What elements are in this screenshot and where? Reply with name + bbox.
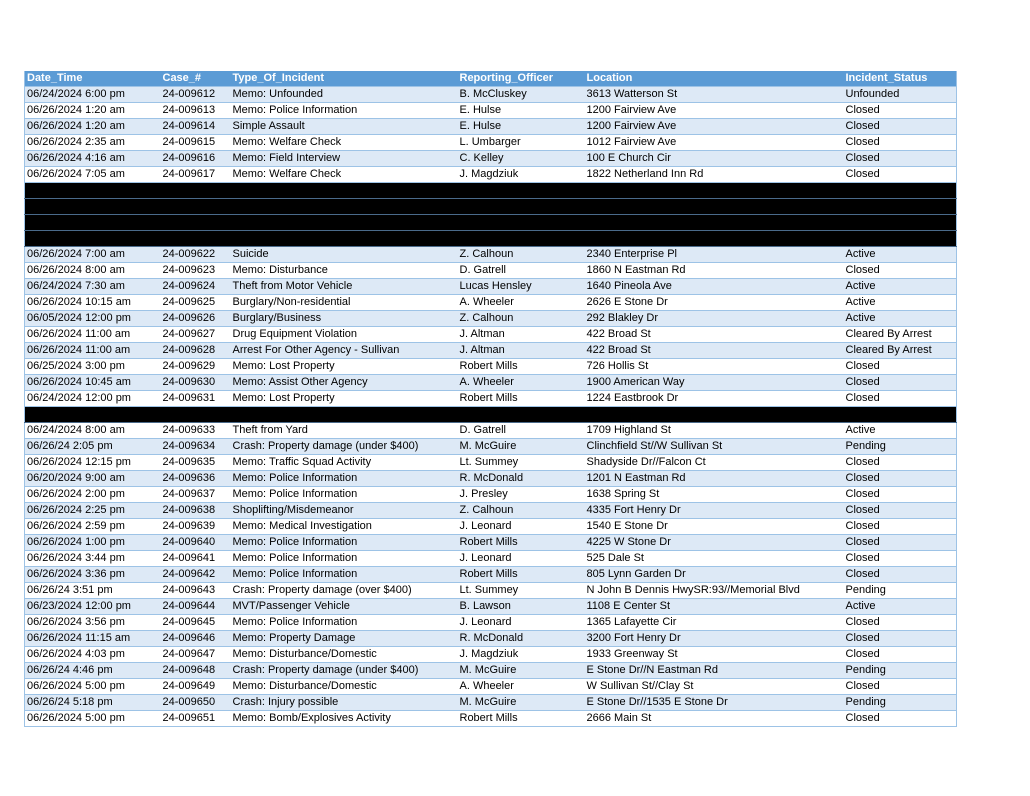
- cell-date-time: 06/26/24 5:18 pm: [25, 695, 161, 711]
- cell-type-of-incident: Crash: Property damage (over $400): [231, 583, 458, 599]
- cell-type-of-incident: Memo: Police Information: [231, 471, 458, 487]
- cell-reporting-officer: Robert Mills: [458, 711, 585, 727]
- table-header: [25, 71, 957, 87]
- cell-location: 805 Lynn Garden Dr: [585, 567, 844, 583]
- cell-date-time: 06/26/2024 10:45 am: [25, 375, 161, 391]
- cell-location: 2340 Enterprise Pl: [585, 247, 844, 263]
- cell-location: 3200 Fort Henry Dr: [585, 631, 844, 647]
- cell-incident-status: Closed: [844, 535, 957, 551]
- cell-reporting-officer: Robert Mills: [458, 359, 585, 375]
- cell-type-of-incident: Memo: Disturbance: [231, 263, 458, 279]
- cell-reporting-officer: Z. Calhoun: [458, 503, 585, 519]
- cell-location: 1108 E Center St: [585, 599, 844, 615]
- cell-type-of-incident: Drug Equipment Violation: [231, 327, 458, 343]
- cell-date-time: 06/26/2024 3:36 pm: [25, 567, 161, 583]
- cell-reporting-officer: D. Gatrell: [458, 263, 585, 279]
- cell-location: 100 E Church Cir: [585, 151, 844, 167]
- cell-reporting-officer: Lt. Summey: [458, 583, 585, 599]
- cell-case-number: 24-009629: [161, 359, 231, 375]
- cell-type-of-incident: Memo: Police Information: [231, 551, 458, 567]
- cell-location: 1638 Spring St: [585, 487, 844, 503]
- table-row: [25, 247, 957, 263]
- cell-type-of-incident: Memo: Disturbance/Domestic: [231, 647, 458, 663]
- cell-incident-status: Active: [844, 279, 957, 295]
- cell-reporting-officer: J. Leonard: [458, 551, 585, 567]
- cell-type-of-incident: MVT/Passenger Vehicle: [231, 599, 458, 615]
- cell-incident-status: Closed: [844, 647, 957, 663]
- cell-case-number: 24-009614: [161, 119, 231, 135]
- table-row: [25, 279, 957, 295]
- cell-location: 1201 N Eastman Rd: [585, 471, 844, 487]
- table-row: [25, 455, 957, 471]
- cell-reporting-officer: J. Magdziuk: [458, 647, 585, 663]
- cell-reporting-officer: E. Hulse: [458, 103, 585, 119]
- table-row: [25, 103, 957, 119]
- redacted-row: [25, 407, 957, 423]
- redacted-row: [25, 231, 957, 247]
- cell-incident-status: Pending: [844, 695, 957, 711]
- table-row: [25, 359, 957, 375]
- cell-date-time: 06/26/2024 12:15 pm: [25, 455, 161, 471]
- cell-case-number: 24-009650: [161, 695, 231, 711]
- cell-case-number: 24-009615: [161, 135, 231, 151]
- cell-location: Shadyside Dr//Falcon Ct: [585, 455, 844, 471]
- cell-case-number: 24-009622: [161, 247, 231, 263]
- cell-type-of-incident: Memo: Disturbance/Domestic: [231, 679, 458, 695]
- cell-case-number: 24-009638: [161, 503, 231, 519]
- cell-location: 1900 American Way: [585, 375, 844, 391]
- cell-type-of-incident: Memo: Police Information: [231, 103, 458, 119]
- table-row: [25, 423, 957, 439]
- cell-incident-status: Closed: [844, 519, 957, 535]
- cell-reporting-officer: Robert Mills: [458, 535, 585, 551]
- cell-incident-status: Closed: [844, 711, 957, 727]
- cell-date-time: 06/26/2024 4:16 am: [25, 151, 161, 167]
- cell-reporting-officer: A. Wheeler: [458, 679, 585, 695]
- cell-incident-status: Pending: [844, 583, 957, 599]
- cell-reporting-officer: M. McGuire: [458, 439, 585, 455]
- cell-type-of-incident: Burglary/Business: [231, 311, 458, 327]
- cell-date-time: 06/26/24 2:05 pm: [25, 439, 161, 455]
- cell-type-of-incident: Theft from Motor Vehicle: [231, 279, 458, 295]
- cell-case-number: 24-009635: [161, 455, 231, 471]
- cell-reporting-officer: M. McGuire: [458, 695, 585, 711]
- cell-type-of-incident: Suicide: [231, 247, 458, 263]
- header-location: Location: [585, 71, 844, 87]
- cell-reporting-officer: D. Gatrell: [458, 423, 585, 439]
- redaction-bar: [25, 231, 957, 247]
- cell-reporting-officer: M. McGuire: [458, 663, 585, 679]
- redaction-bar: [25, 183, 957, 199]
- table-row: [25, 343, 957, 359]
- cell-date-time: 06/26/2024 8:00 am: [25, 263, 161, 279]
- table-row: [25, 615, 957, 631]
- table-row: [25, 327, 957, 343]
- table-row: [25, 567, 957, 583]
- cell-incident-status: Closed: [844, 103, 957, 119]
- cell-type-of-incident: Arrest For Other Agency - Sullivan: [231, 343, 458, 359]
- redacted-row: [25, 215, 957, 231]
- cell-location: 4335 Fort Henry Dr: [585, 503, 844, 519]
- cell-case-number: 24-009626: [161, 311, 231, 327]
- cell-type-of-incident: Theft from Yard: [231, 423, 458, 439]
- cell-date-time: 06/26/24 4:46 pm: [25, 663, 161, 679]
- cell-date-time: 06/26/2024 1:20 am: [25, 103, 161, 119]
- cell-reporting-officer: R. McDonald: [458, 631, 585, 647]
- cell-location: E Stone Dr//1535 E Stone Dr: [585, 695, 844, 711]
- cell-date-time: 06/05/2024 12:00 pm: [25, 311, 161, 327]
- cell-case-number: 24-009644: [161, 599, 231, 615]
- table-row: [25, 311, 957, 327]
- cell-incident-status: Closed: [844, 679, 957, 695]
- table-row: [25, 679, 957, 695]
- cell-location: 1709 Highland St: [585, 423, 844, 439]
- cell-incident-status: Closed: [844, 375, 957, 391]
- table-row: [25, 135, 957, 151]
- cell-incident-status: Closed: [844, 487, 957, 503]
- cell-type-of-incident: Crash: Property damage (under $400): [231, 439, 458, 455]
- cell-incident-status: Closed: [844, 471, 957, 487]
- cell-reporting-officer: E. Hulse: [458, 119, 585, 135]
- cell-reporting-officer: Lucas Hensley: [458, 279, 585, 295]
- table-row: [25, 711, 957, 727]
- cell-location: 1200 Fairview Ave: [585, 103, 844, 119]
- cell-location: 1822 Netherland Inn Rd: [585, 167, 844, 183]
- cell-reporting-officer: R. McDonald: [458, 471, 585, 487]
- cell-location: 1933 Greenway St: [585, 647, 844, 663]
- cell-reporting-officer: B. Lawson: [458, 599, 585, 615]
- cell-date-time: 06/26/2024 10:15 am: [25, 295, 161, 311]
- cell-case-number: 24-009623: [161, 263, 231, 279]
- cell-date-time: 06/26/2024 7:00 am: [25, 247, 161, 263]
- cell-date-time: 06/26/2024 2:35 am: [25, 135, 161, 151]
- cell-case-number: 24-009613: [161, 103, 231, 119]
- redaction-bar: [25, 199, 957, 215]
- cell-incident-status: Closed: [844, 615, 957, 631]
- cell-case-number: 24-009643: [161, 583, 231, 599]
- cell-case-number: 24-009630: [161, 375, 231, 391]
- cell-type-of-incident: Crash: Injury possible: [231, 695, 458, 711]
- cell-type-of-incident: Memo: Traffic Squad Activity: [231, 455, 458, 471]
- table-row: [25, 295, 957, 311]
- cell-date-time: 06/26/2024 11:00 am: [25, 327, 161, 343]
- table-body: [25, 87, 957, 727]
- cell-case-number: 24-009617: [161, 167, 231, 183]
- table-row: [25, 487, 957, 503]
- redacted-row: [25, 199, 957, 215]
- cell-type-of-incident: Memo: Police Information: [231, 487, 458, 503]
- cell-case-number: 24-009642: [161, 567, 231, 583]
- redaction-bar: [25, 407, 957, 423]
- cell-location: 1200 Fairview Ave: [585, 119, 844, 135]
- table-row: [25, 167, 957, 183]
- cell-incident-status: Cleared By Arrest: [844, 327, 957, 343]
- cell-reporting-officer: A. Wheeler: [458, 295, 585, 311]
- cell-type-of-incident: Memo: Police Information: [231, 535, 458, 551]
- cell-reporting-officer: J. Presley: [458, 487, 585, 503]
- table-row: [25, 519, 957, 535]
- table-row: [25, 631, 957, 647]
- cell-case-number: 24-009624: [161, 279, 231, 295]
- cell-date-time: 06/24/2024 6:00 pm: [25, 87, 161, 103]
- cell-location: N John B Dennis HwySR:93//Memorial Blvd: [585, 583, 844, 599]
- cell-incident-status: Unfounded: [844, 87, 957, 103]
- cell-incident-status: Active: [844, 295, 957, 311]
- cell-case-number: 24-009646: [161, 631, 231, 647]
- cell-date-time: 06/26/2024 11:15 am: [25, 631, 161, 647]
- cell-date-time: 06/23/2024 12:00 pm: [25, 599, 161, 615]
- cell-type-of-incident: Memo: Welfare Check: [231, 135, 458, 151]
- cell-type-of-incident: Memo: Police Information: [231, 615, 458, 631]
- table-row: [25, 503, 957, 519]
- cell-case-number: 24-009651: [161, 711, 231, 727]
- redacted-row: [25, 183, 957, 199]
- redaction-bar: [25, 215, 957, 231]
- header-row: [25, 71, 957, 87]
- cell-type-of-incident: Memo: Assist Other Agency: [231, 375, 458, 391]
- cell-case-number: 24-009627: [161, 327, 231, 343]
- cell-date-time: 06/26/2024 2:25 pm: [25, 503, 161, 519]
- table-row: [25, 151, 957, 167]
- cell-type-of-incident: Shoplifting/Misdemeanor: [231, 503, 458, 519]
- cell-date-time: 06/26/2024 1:00 pm: [25, 535, 161, 551]
- cell-type-of-incident: Memo: Police Information: [231, 567, 458, 583]
- incident-log-table: [24, 71, 957, 727]
- cell-case-number: 24-009625: [161, 295, 231, 311]
- cell-location: 2626 E Stone Dr: [585, 295, 844, 311]
- cell-reporting-officer: J. Altman: [458, 343, 585, 359]
- cell-date-time: 06/26/2024 11:00 am: [25, 343, 161, 359]
- cell-location: 1860 N Eastman Rd: [585, 263, 844, 279]
- cell-case-number: 24-009641: [161, 551, 231, 567]
- cell-case-number: 24-009634: [161, 439, 231, 455]
- header-case-number: Case_#: [161, 71, 231, 87]
- cell-incident-status: Active: [844, 311, 957, 327]
- cell-type-of-incident: Memo: Lost Property: [231, 391, 458, 407]
- cell-date-time: 06/25/2024 3:00 pm: [25, 359, 161, 375]
- table-row: [25, 647, 957, 663]
- cell-location: 422 Broad St: [585, 327, 844, 343]
- table-row: [25, 535, 957, 551]
- cell-reporting-officer: Robert Mills: [458, 391, 585, 407]
- cell-location: 3613 Watterson St: [585, 87, 844, 103]
- cell-date-time: 06/26/2024 5:00 pm: [25, 711, 161, 727]
- cell-incident-status: Closed: [844, 631, 957, 647]
- cell-reporting-officer: Z. Calhoun: [458, 247, 585, 263]
- header-date-time: Date_Time: [25, 71, 161, 87]
- cell-type-of-incident: Memo: Field Interview: [231, 151, 458, 167]
- cell-date-time: 06/26/2024 2:59 pm: [25, 519, 161, 535]
- cell-case-number: 24-009636: [161, 471, 231, 487]
- cell-type-of-incident: Memo: Property Damage: [231, 631, 458, 647]
- cell-date-time: 06/26/2024 3:44 pm: [25, 551, 161, 567]
- cell-incident-status: Pending: [844, 663, 957, 679]
- cell-reporting-officer: J. Leonard: [458, 615, 585, 631]
- cell-case-number: 24-009649: [161, 679, 231, 695]
- cell-type-of-incident: Simple Assault: [231, 119, 458, 135]
- cell-incident-status: Pending: [844, 439, 957, 455]
- cell-date-time: 06/24/2024 8:00 am: [25, 423, 161, 439]
- cell-location: 4225 W Stone Dr: [585, 535, 844, 551]
- cell-case-number: 24-009633: [161, 423, 231, 439]
- cell-date-time: 06/26/2024 5:00 pm: [25, 679, 161, 695]
- table-row: [25, 663, 957, 679]
- cell-case-number: 24-009612: [161, 87, 231, 103]
- table-row: [25, 599, 957, 615]
- cell-location: 525 Dale St: [585, 551, 844, 567]
- cell-date-time: 06/26/2024 3:56 pm: [25, 615, 161, 631]
- cell-incident-status: Cleared By Arrest: [844, 343, 957, 359]
- header-type-of-incident: Type_Of_Incident: [231, 71, 458, 87]
- cell-case-number: 24-009640: [161, 535, 231, 551]
- table-row: [25, 87, 957, 103]
- cell-incident-status: Closed: [844, 151, 957, 167]
- cell-type-of-incident: Memo: Welfare Check: [231, 167, 458, 183]
- cell-date-time: 06/26/24 3:51 pm: [25, 583, 161, 599]
- cell-date-time: 06/26/2024 1:20 am: [25, 119, 161, 135]
- cell-reporting-officer: J. Leonard: [458, 519, 585, 535]
- cell-date-time: 06/24/2024 7:30 am: [25, 279, 161, 295]
- cell-case-number: 24-009628: [161, 343, 231, 359]
- cell-location: E Stone Dr//N Eastman Rd: [585, 663, 844, 679]
- cell-reporting-officer: A. Wheeler: [458, 375, 585, 391]
- cell-incident-status: Closed: [844, 503, 957, 519]
- cell-reporting-officer: Lt. Summey: [458, 455, 585, 471]
- table-row: [25, 471, 957, 487]
- table-row: [25, 695, 957, 711]
- cell-incident-status: Closed: [844, 567, 957, 583]
- cell-incident-status: Closed: [844, 167, 957, 183]
- header-incident-status: Incident_Status: [844, 71, 957, 87]
- cell-incident-status: Closed: [844, 119, 957, 135]
- cell-incident-status: Active: [844, 423, 957, 439]
- table-row: [25, 375, 957, 391]
- cell-type-of-incident: Memo: Medical Investigation: [231, 519, 458, 535]
- cell-case-number: 24-009648: [161, 663, 231, 679]
- cell-location: 292 Blakley Dr: [585, 311, 844, 327]
- table-row: [25, 119, 957, 135]
- cell-case-number: 24-009631: [161, 391, 231, 407]
- cell-location: 1640 Pineola Ave: [585, 279, 844, 295]
- cell-incident-status: Active: [844, 247, 957, 263]
- cell-location: W Sullivan St//Clay St: [585, 679, 844, 695]
- cell-location: 1224 Eastbrook Dr: [585, 391, 844, 407]
- cell-type-of-incident: Memo: Bomb/Explosives Activity: [231, 711, 458, 727]
- cell-reporting-officer: J. Altman: [458, 327, 585, 343]
- cell-location: 422 Broad St: [585, 343, 844, 359]
- cell-incident-status: Closed: [844, 455, 957, 471]
- table-row: [25, 263, 957, 279]
- cell-incident-status: Active: [844, 599, 957, 615]
- cell-incident-status: Closed: [844, 551, 957, 567]
- cell-date-time: 06/20/2024 9:00 am: [25, 471, 161, 487]
- cell-location: Clinchfield St//W Sullivan St: [585, 439, 844, 455]
- table-row: [25, 391, 957, 407]
- cell-type-of-incident: Memo: Unfounded: [231, 87, 458, 103]
- cell-reporting-officer: J. Magdziuk: [458, 167, 585, 183]
- cell-reporting-officer: C. Kelley: [458, 151, 585, 167]
- cell-case-number: 24-009647: [161, 647, 231, 663]
- table-row: [25, 551, 957, 567]
- table-row: [25, 439, 957, 455]
- cell-location: 726 Hollis St: [585, 359, 844, 375]
- cell-case-number: 24-009645: [161, 615, 231, 631]
- cell-location: 1365 Lafayette Cir: [585, 615, 844, 631]
- cell-date-time: 06/26/2024 4:03 pm: [25, 647, 161, 663]
- cell-date-time: 06/26/2024 2:00 pm: [25, 487, 161, 503]
- cell-case-number: 24-009616: [161, 151, 231, 167]
- cell-reporting-officer: Z. Calhoun: [458, 311, 585, 327]
- cell-type-of-incident: Burglary/Non-residential: [231, 295, 458, 311]
- cell-case-number: 24-009637: [161, 487, 231, 503]
- cell-type-of-incident: Memo: Lost Property: [231, 359, 458, 375]
- cell-reporting-officer: B. McCluskey: [458, 87, 585, 103]
- cell-date-time: 06/24/2024 12:00 pm: [25, 391, 161, 407]
- cell-type-of-incident: Crash: Property damage (under $400): [231, 663, 458, 679]
- cell-incident-status: Closed: [844, 391, 957, 407]
- cell-incident-status: Closed: [844, 263, 957, 279]
- cell-case-number: 24-009639: [161, 519, 231, 535]
- cell-location: 1540 E Stone Dr: [585, 519, 844, 535]
- cell-date-time: 06/26/2024 7:05 am: [25, 167, 161, 183]
- cell-reporting-officer: Robert Mills: [458, 567, 585, 583]
- cell-reporting-officer: L. Umbarger: [458, 135, 585, 151]
- cell-incident-status: Closed: [844, 135, 957, 151]
- cell-location: 1012 Fairview Ave: [585, 135, 844, 151]
- cell-incident-status: Closed: [844, 359, 957, 375]
- cell-location: 2666 Main St: [585, 711, 844, 727]
- header-reporting-officer: Reporting_Officer: [458, 71, 585, 87]
- table-row: [25, 583, 957, 599]
